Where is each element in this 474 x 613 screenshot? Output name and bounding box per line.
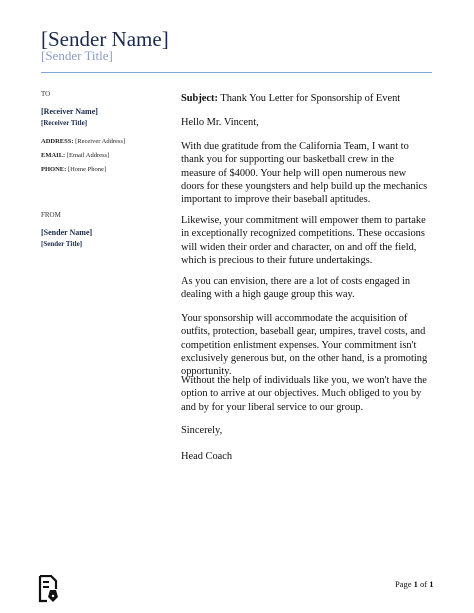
receiver-address <box>41 137 125 146</box>
document-pen-logo-icon <box>38 575 60 603</box>
receiver-email <box>41 151 109 160</box>
signature: Head Coach <box>181 451 233 462</box>
receiver-phone <box>41 165 106 174</box>
phone-value: [Home Phone] <box>67 166 106 173</box>
page-current: 1 <box>413 579 418 589</box>
receiver-name: [Receiver Name] <box>41 107 98 116</box>
salutation: Hello Mr. Vincent, <box>181 117 259 128</box>
to-label: TO <box>41 90 51 98</box>
body-paragraph-1: With due gratitude from the California Team, I want to thank you for supporting our basketball crew in the measure of $4000. Your help will open numerous new doors for these youngsters and help build up the mechanics important to improve their baseball aptitudes. <box>181 141 428 206</box>
sender-title: [Sender Title] <box>41 48 113 63</box>
subject-line <box>181 93 400 104</box>
body-paragraph-5: Without the help of individuals like you, we won't have the option to arrive at our objectives. Much obliged to you by and by for your liberal service to our group. <box>181 375 427 413</box>
page-of: of <box>417 579 430 589</box>
header-divider <box>41 72 432 73</box>
email-label: EMAIL: <box>41 152 66 159</box>
address-label: ADDRESS: <box>41 138 74 145</box>
page-label: Page <box>395 579 414 589</box>
body-paragraph-2: Likewise, your commitment will empower them to partake in exceptionally recognized competitions. These occasions will widen their order and character, on and off the field, which is precious to their future undertakings. <box>181 215 426 266</box>
sender-name: [Sender Name] <box>41 27 169 51</box>
email-value: [Email Address] <box>66 152 110 159</box>
page-total: 1 <box>429 579 434 589</box>
body-paragraph-3: As you can envision, there are a lot of costs engaged in dealing with a high gauge group this way. <box>181 276 411 301</box>
subject-text: Thank You Letter for Sponsorship of Event <box>217 93 401 104</box>
phone-label: PHONE: <box>41 166 67 173</box>
from-label: FROM <box>41 211 61 219</box>
body-paragraph-4: Your sponsorship will accommodate the acquisition of outfits, protection, baseball gear, umpires, travel costs, and competition enlistment expenses. Your commitment isn't exclusively generous but, on the other hand, is a promoting opportunity. <box>181 313 428 378</box>
from-sender-name: [Sender Name] <box>41 228 93 237</box>
subject-label: Subject: <box>181 93 218 104</box>
closing: Sincerely, <box>181 425 223 436</box>
receiver-title: [Receiver Title] <box>41 119 88 127</box>
from-sender-title: [Sender Title] <box>41 240 83 248</box>
page-number <box>395 579 434 589</box>
address-value: [Receiver Address] <box>75 138 126 145</box>
